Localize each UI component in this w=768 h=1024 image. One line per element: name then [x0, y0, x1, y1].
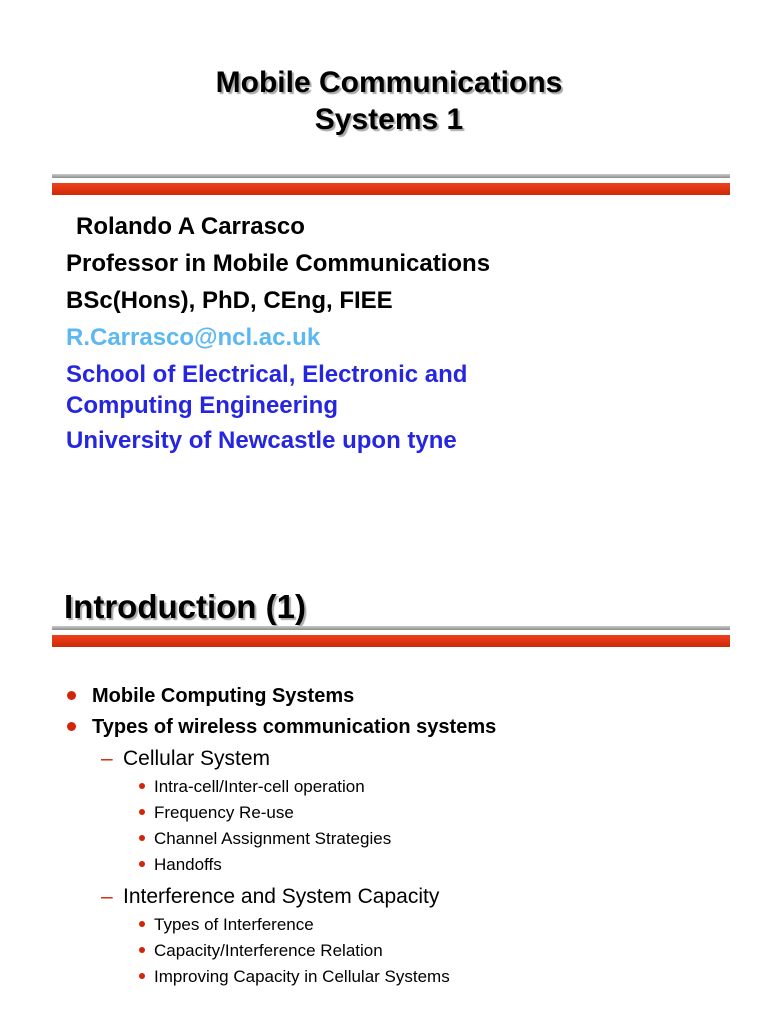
slide-title-line-1: Mobile Communications: [215, 66, 563, 99]
sub-list-item: [0, 852, 768, 878]
sub-list-item: [0, 912, 768, 938]
divider-grey-bar: [52, 174, 730, 178]
sub-list-item: [0, 964, 768, 990]
author-name: Rolando A Carrasco: [76, 213, 305, 240]
sub-list-heading: [0, 743, 768, 774]
sub-list-item: [0, 800, 768, 826]
list-item-text: Types of wireless communication systems: [92, 716, 497, 738]
sub-list-item-text: Frequency Re-use: [154, 803, 294, 822]
sub-list-item-text: Capacity/Interference Relation: [154, 941, 383, 960]
sub-list-item: [0, 774, 768, 800]
author-position: Professor in Mobile Communications: [66, 250, 491, 277]
bullet-dot-icon: [139, 973, 145, 979]
bullet-dot-icon: [139, 783, 145, 789]
bullet-dot-icon: [67, 691, 76, 700]
bullet-dot-icon: [139, 809, 145, 815]
bullet-dot-icon: [139, 861, 145, 867]
sub-list-heading: [0, 881, 768, 912]
title-divider: [52, 174, 730, 195]
bullet-dot-icon: [67, 722, 76, 731]
title-divider: [52, 626, 730, 647]
university-name: University of Newcastle upon tyne: [66, 427, 457, 454]
list-item: [0, 681, 768, 712]
divider-grey-bar: [52, 626, 730, 630]
school-name: [66, 359, 490, 421]
sub-list-heading-text: Interference and System Capacity: [123, 885, 440, 908]
school-name-line-1: School of Electrical, Electronic and: [66, 361, 468, 388]
bullet-list: [0, 681, 768, 990]
sub-list-item-text: Improving Capacity in Cellular Systems: [154, 967, 450, 986]
sub-list-item-text: Types of Interference: [154, 915, 314, 934]
author-email-link[interactable]: R.Carrasco@ncl.ac.uk: [66, 324, 321, 351]
sub-list-heading-text: Cellular System: [123, 747, 271, 770]
author-qualifications: BSc(Hons), PhD, CEng, FIEE: [66, 287, 393, 314]
divider-red-bar: [52, 635, 730, 647]
introduction-slide: [0, 560, 768, 1024]
slide-title-line-2: Systems 1: [314, 103, 464, 136]
slide-title: Introduction (1): [64, 588, 306, 625]
sub-list-item-text: Channel Assignment Strategies: [154, 829, 392, 848]
sub-list-item: [0, 826, 768, 852]
list-item: [0, 712, 768, 743]
divider-red-bar: [52, 183, 730, 195]
bullet-dot-icon: [139, 921, 145, 927]
sub-list-item-text: Intra-cell/Inter-cell operation: [154, 777, 365, 796]
sub-list-item-text: Handoffs: [154, 855, 222, 874]
slide-title: [0, 64, 768, 138]
dash-icon: –: [101, 885, 113, 908]
school-name-line-2: Computing Engineering: [66, 392, 338, 419]
sub-list-item: [0, 938, 768, 964]
author-info: [66, 208, 490, 459]
bullet-dot-icon: [139, 835, 145, 841]
list-item-text: Mobile Computing Systems: [92, 685, 355, 707]
dash-icon: –: [101, 747, 113, 770]
bullet-dot-icon: [139, 947, 145, 953]
